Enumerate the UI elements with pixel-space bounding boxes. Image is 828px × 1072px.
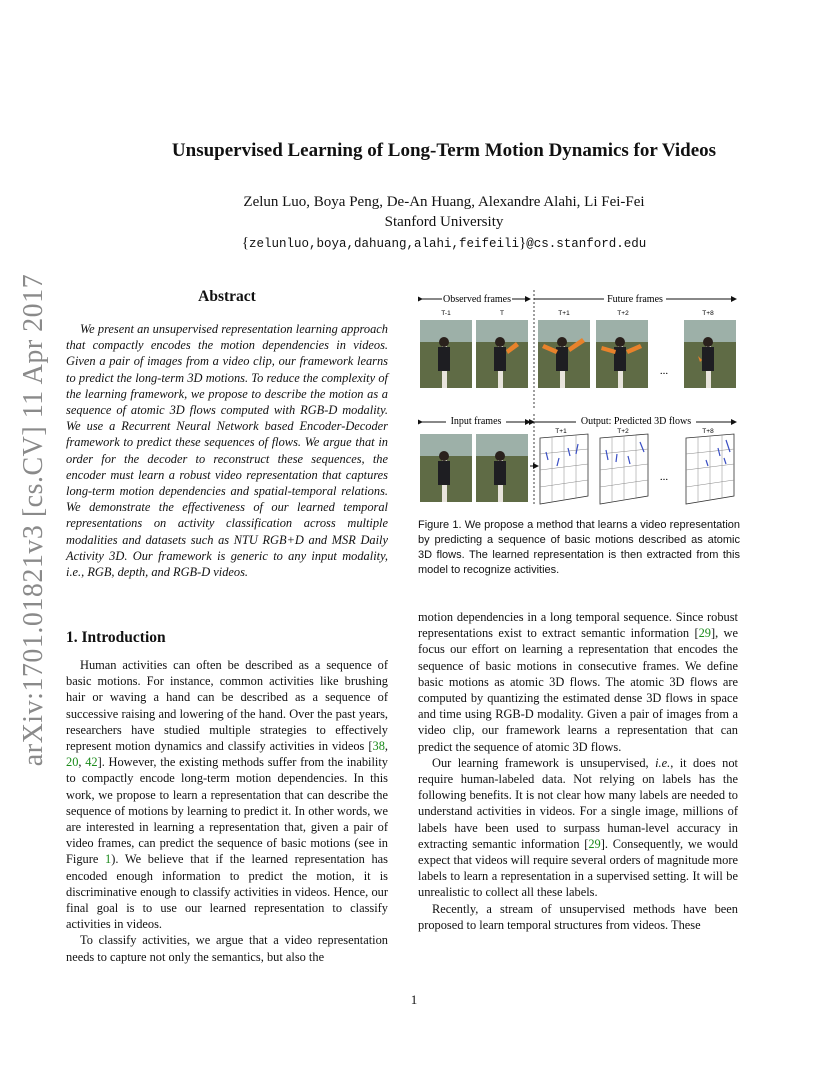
- citation-link[interactable]: 20: [66, 755, 79, 770]
- intro-heading: 1. Introduction: [66, 629, 166, 646]
- paper-title: Unsupervised Learning of Long-Term Motion Dynamics for Videos: [171, 140, 717, 161]
- observed-frame-image: [476, 320, 528, 388]
- frame-label: T-1: [441, 310, 451, 317]
- email-names: zelunluo,boya,dahuang,alahi,feifeili: [248, 237, 519, 251]
- frame-label: T+1: [555, 428, 567, 435]
- future-frame-image: [538, 320, 590, 388]
- future-frame-image: [684, 320, 736, 388]
- affiliation: Stanford University: [384, 214, 504, 230]
- citation-link[interactable]: 38: [372, 739, 385, 754]
- abstract-heading: Abstract: [198, 288, 256, 305]
- figure-1: [418, 290, 740, 510]
- intro-body: [66, 657, 388, 965]
- author-list: Zelun Luo, Boya Peng, De-An Huang, Alexandre Alahi, Li Fei-Fei: [243, 194, 645, 210]
- future-frame-image: [596, 320, 648, 388]
- frame-label: T: [500, 310, 504, 317]
- right-paragraph-3: Recently, a stream of unsupervised methods have been proposed to learn temporal structures from videos. These: [418, 901, 738, 932]
- future-frames-label: Future frames: [607, 294, 663, 305]
- frame-label: T+1: [558, 310, 570, 317]
- email-line: {zelunluo,boya,dahuang,alahi,feifeili}@cs.stanford.edu: [241, 235, 647, 251]
- figure-caption: Figure 1. We propose a method that learns a video representation by predicting a sequence of basic motions described as atomic 3D flows. The learned representation is then extracted from this model to recognize activities.: [418, 519, 740, 576]
- right-paragraph-1: motion dependencies in a long temporal sequence. Since robust representations exist to extract semantic information [29], we focus our effort on learning a representation that encodes the sequence of basic motions in consecutive frames. We define basic motions as atomic 3D flows. The atomic 3D flows are computed by quantizing the estimated dense 3D flows in space and time using RGB-D modality. Given a pair of images from a video clip, our framework learns a representation that can predict the sequence of atomic 3D flows.: [418, 610, 738, 754]
- intro-paragraph-2: To classify activities, we argue that a video representation needs to capture not only the semantics, but also the: [66, 933, 388, 964]
- frame-label: T+2: [617, 428, 629, 435]
- right-column-body: [418, 609, 738, 933]
- ellipsis: ...: [659, 471, 669, 483]
- figure-ref-link[interactable]: 1: [105, 852, 112, 867]
- citation-link[interactable]: 29: [588, 836, 601, 851]
- email-domain: @cs.stanford.edu: [526, 237, 647, 251]
- figure-1-graphic: [418, 290, 740, 510]
- page-number: 1: [410, 992, 418, 1007]
- right-paragraph-2: Our learning framework is unsupervised, i.e., it does not require human-labeled data. Not relying on labels has the following benefits. It is not clear how many labels are needed to understand activities in videos. For a single image, millions of labels have been used to surpass human-level accuracy in extracting semantic information [29]. Consequently, we would expect that videos will require several orders of magnitude more labels to learn a representation in a supervised setting. It will be unrealistic to collect all these labels.: [418, 755, 738, 900]
- abstract-text: We present an unsupervised representation learning approach that compactly encodes the motion dependencies in videos. Given a pair of images from a video clip, our framework learns to predict the long-term 3D motions. To reduce the complexity of the learning framework, we propose to describe the motion as a sequence of atomic 3D flows computed with RGB-D modality. We use a Recurrent Neural Network based Encoder-Decoder framework to predict these sequences of flows. We argue that in order for the decoder to reconstruct these sequences, the encoder must learn a robust video representation that captures long-term motion dependencies and spatial-temporal relations. We demonstrate the effectiveness of our learned temporal representations on activity classification across multiple modalities and datasets such as NTU RGB+D and MSR Daily Activity 3D. Our framework is generic to any input modality, i.e., RGB, depth, and RGB-D videos.: [66, 322, 388, 580]
- output-flows-label: Output: Predicted 3D flows: [580, 416, 692, 427]
- frame-label: T+8: [702, 428, 714, 435]
- flow-grid: [540, 434, 588, 504]
- input-frames-label: Input frames: [450, 416, 502, 427]
- intro-paragraph-1: Human activities can often be described as a sequence of basic motions. For instance, common activities like brushing hair or waving a hand can be described as a sequence of successive raising and lowering of the hand. Over the past years, researchers have studied multiple strategies to effectively represent motion dynamics and classify activities in videos [38, 20, 42]. However, the existing methods suffer from the inability to compactly encode long-term motion dependencies. In this work, we propose to learn a representation that can describe the sequence of motions by learning to predict it. In other words, we are interested in learning a representation that, given a pair of video frames, can predict the sequence of basic motions (see in Figure 1). We believe that if the learned representation has encoded enough information to predict the motion, it is discriminative enough to classify activities in videos. Hence, our final goal is to use our learned representation to classify activities in videos.: [66, 658, 389, 932]
- arxiv-identifier: [14, 273, 54, 767]
- flow-grid: [686, 434, 734, 504]
- frame-label: T+8: [702, 310, 714, 317]
- citation-link[interactable]: 42: [85, 755, 98, 770]
- observed-frame-image: [420, 320, 472, 388]
- citation-link[interactable]: 29: [698, 626, 711, 641]
- arxiv-identifier-text: arXiv:1701.01821v3 [cs.CV] 11 Apr 2017: [18, 273, 49, 767]
- observed-frames-label: Observed frames: [442, 294, 512, 305]
- flow-grid: [600, 434, 648, 504]
- frame-label: T+2: [617, 310, 629, 317]
- ellipsis: ...: [659, 365, 669, 377]
- input-frame-image: [420, 434, 472, 502]
- input-frame-image: [476, 434, 528, 502]
